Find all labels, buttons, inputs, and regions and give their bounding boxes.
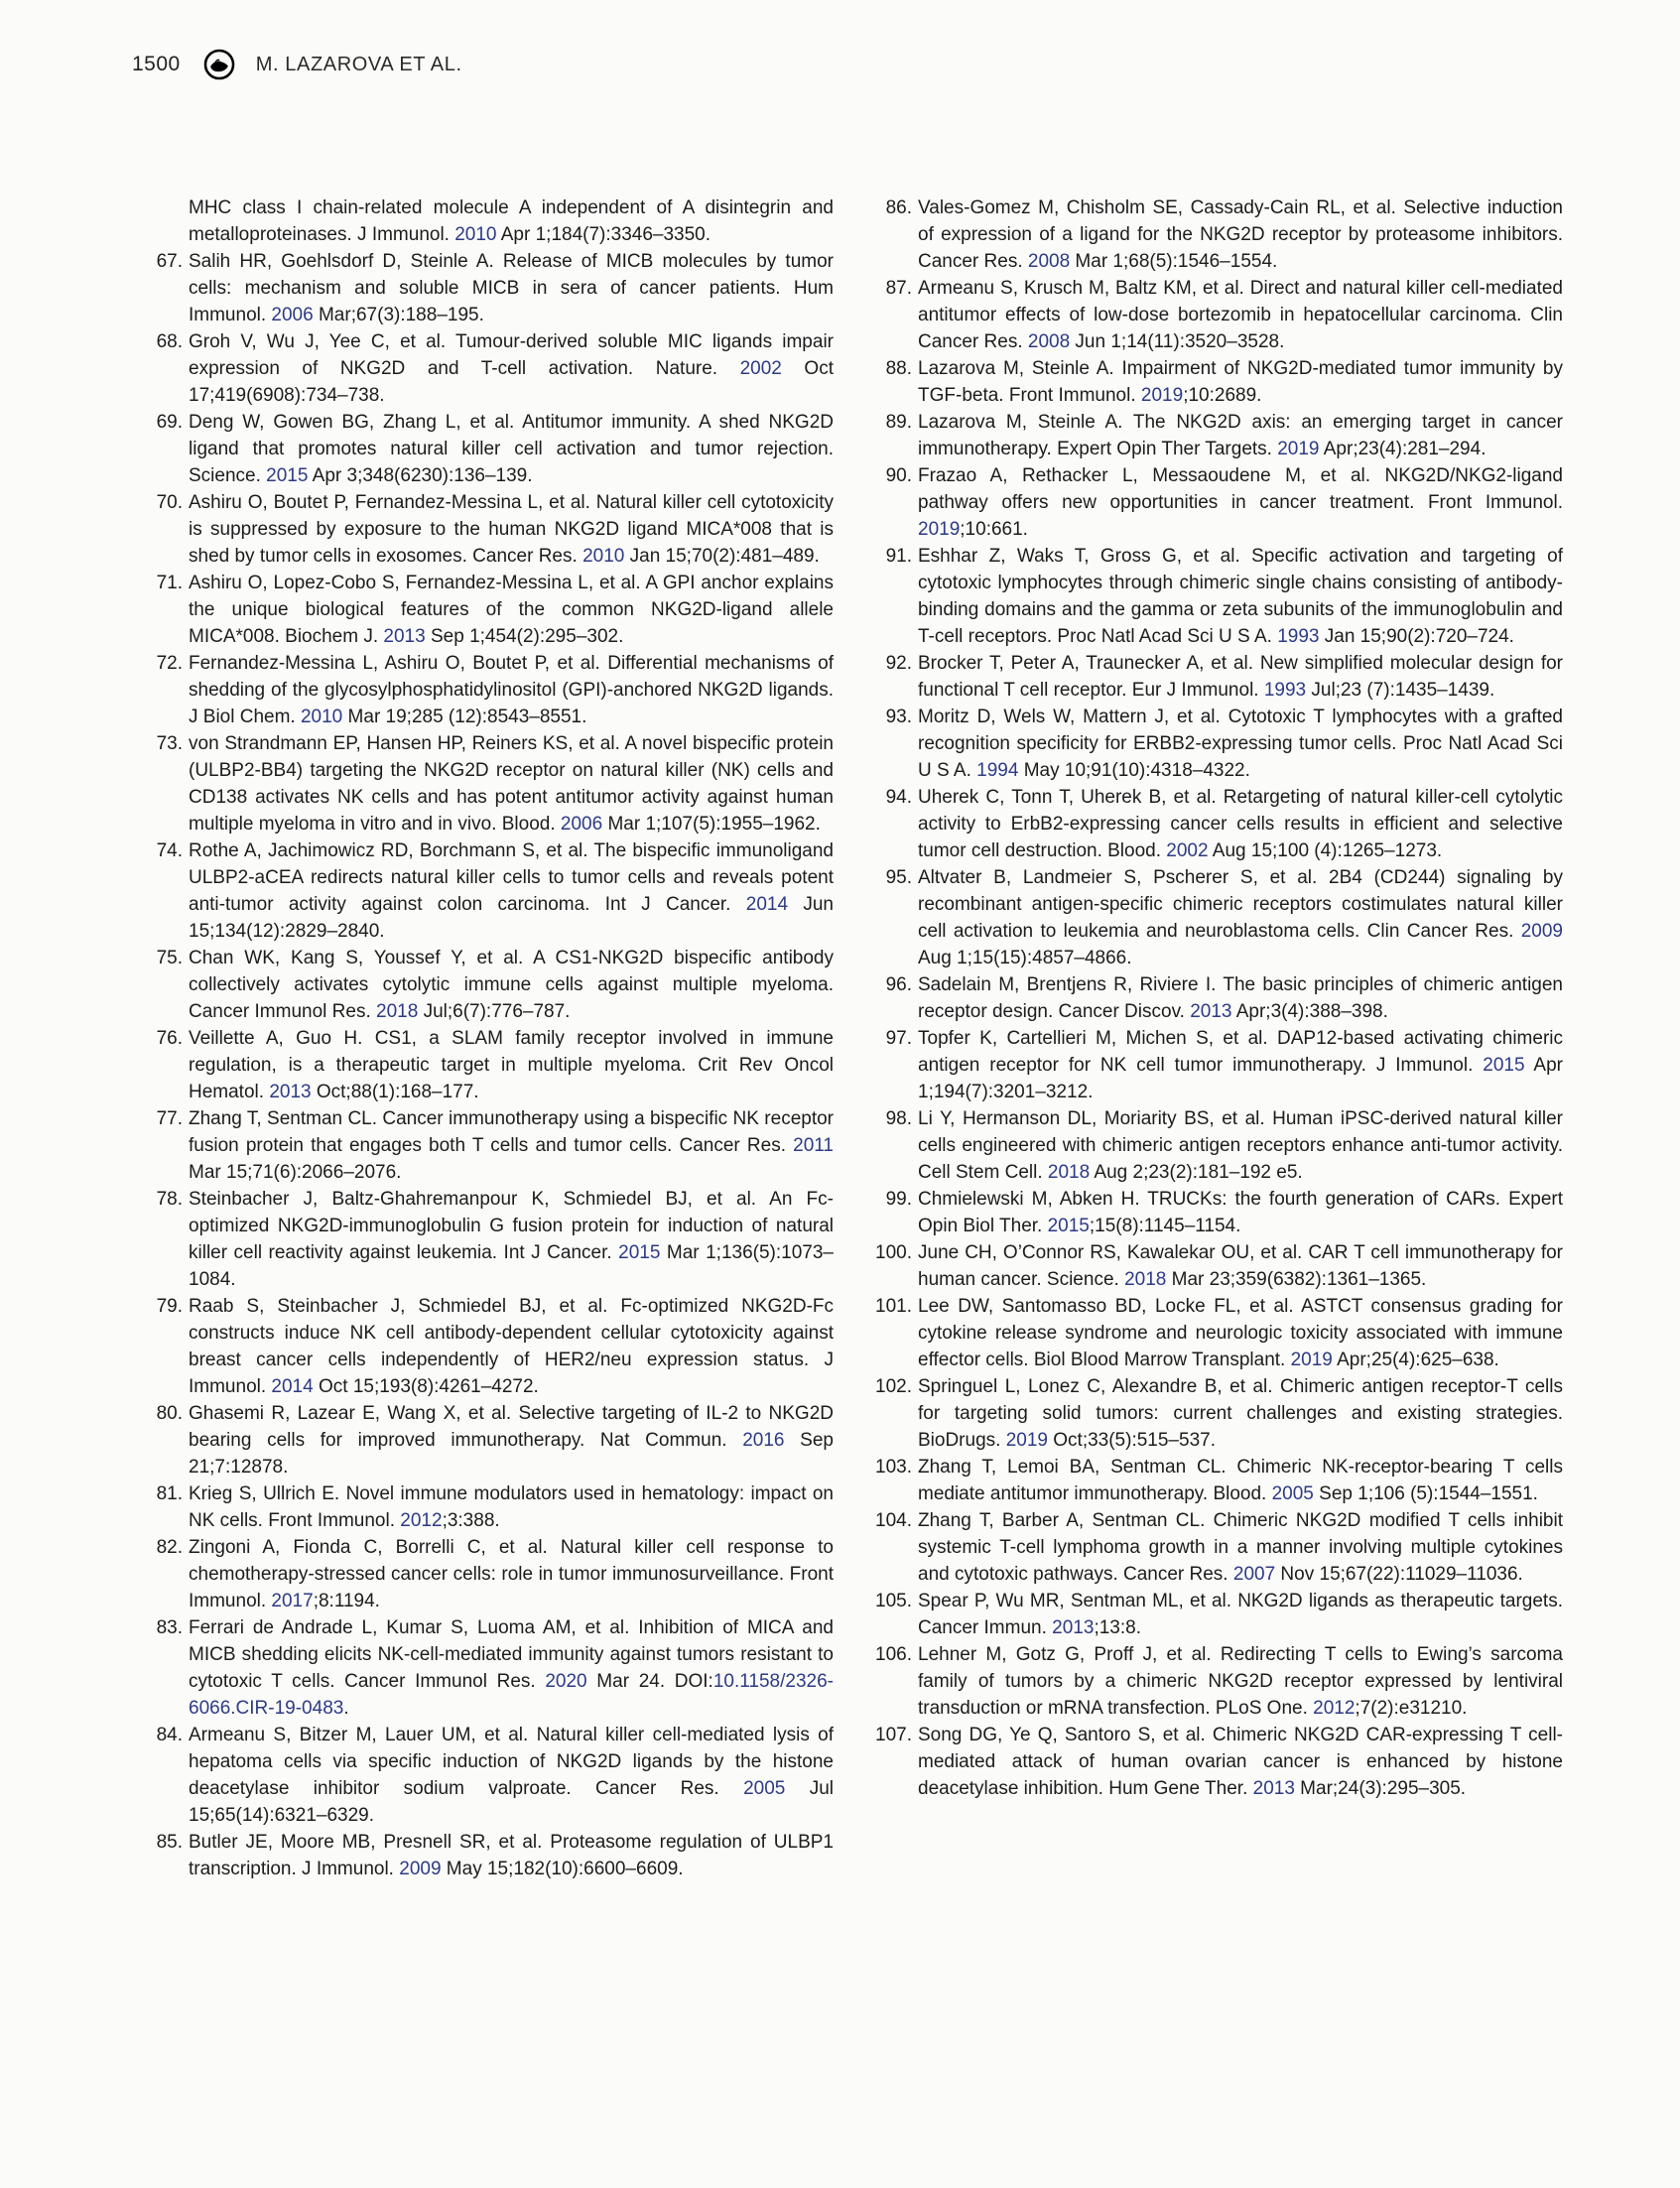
citation-link[interactable]: 2018 bbox=[1047, 1162, 1091, 1183]
citation-link[interactable]: 1993 bbox=[1277, 626, 1320, 647]
reference-item bbox=[885, 194, 1563, 275]
reference-text: Apr;25(4):625–638. bbox=[1332, 1350, 1499, 1370]
reference-item bbox=[885, 355, 1563, 409]
reference-item bbox=[156, 1614, 834, 1722]
reference-text: Topfer K, Cartellieri M, Michen S, et al. DAP12-based activating chimeric antigen receptor for NK cell tumor immunotherapy. J Immunol. bbox=[918, 1028, 1563, 1076]
reference-item bbox=[885, 1186, 1563, 1239]
citation-link[interactable]: 2013 bbox=[383, 626, 426, 647]
reference-number: 74. bbox=[156, 840, 183, 861]
reference-number: 98. bbox=[885, 1108, 912, 1129]
reference-text: Lazarova M, Steinle A. The NKG2D axis: an emerging target in cancer immunotherapy. Expert Opin Ther Targets. bbox=[918, 412, 1563, 459]
reference-text: Armeanu S, Krusch M, Baltz KM, et al. Direct and natural killer cell-mediated antitumor effects of low-dose bortezomib in hepatocellular carcinoma. Clin Cancer Res. bbox=[918, 278, 1563, 352]
reference-number: 97. bbox=[885, 1028, 912, 1049]
reference-number: 95. bbox=[885, 867, 912, 888]
reference-text: Brocker T, Peter A, Traunecker A, et al. New simplified molecular design for functional T cell receptor. Eur J Immunol. bbox=[918, 653, 1563, 701]
reference-item bbox=[156, 1105, 834, 1186]
citation-link[interactable]: 2019 bbox=[1005, 1430, 1048, 1451]
reference-item bbox=[885, 704, 1563, 784]
citation-link[interactable]: 2006 bbox=[560, 814, 603, 835]
reference-item bbox=[156, 328, 834, 409]
reference-item bbox=[156, 570, 834, 650]
reference-text: Mar 24. DOI: bbox=[586, 1671, 713, 1692]
page-number: 1500 bbox=[132, 53, 181, 75]
reference-text: Steinbacher J, Baltz-Ghahremanpour K, Schmiedel BJ, et al. An Fc-optimized NKG2D-immunoglobulin G fusion protein for induction of natural killer cell reactivity against leukemia. Int J Cancer. bbox=[189, 1189, 834, 1263]
reference-text: Veillette A, Guo H. CS1, a SLAM family receptor involved in immune regulation, is a therapeutic target in multiple myeloma. Crit Rev Oncol Hematol. bbox=[189, 1028, 834, 1102]
reference-number: 105. bbox=[875, 1591, 912, 1611]
reference-text: Oct;33(5):515–537. bbox=[1047, 1430, 1216, 1451]
citation-link[interactable]: 2009 bbox=[1520, 921, 1563, 942]
reference-text: Chan WK, Kang S, Youssef Y, et al. A CS1-NKG2D bispecific antibody collectively activates cytolytic immune cells against multiple myeloma. Cancer Immunol Res. bbox=[189, 948, 834, 1022]
reference-number: 67. bbox=[156, 251, 183, 272]
citation-link[interactable]: 2014 bbox=[745, 894, 789, 915]
citation-link[interactable]: 2012 bbox=[400, 1510, 443, 1531]
citation-link[interactable]: 2015 bbox=[1047, 1216, 1090, 1236]
reference-number: 99. bbox=[885, 1189, 912, 1210]
reference-text: Zingoni A, Fionda C, Borrelli C, et al. Natural killer cell response to chemotherapy-stressed cancer cells: role in tumor immunosurveillance. Front Immunol. bbox=[189, 1537, 834, 1611]
reference-text: ;7(2):e31210. bbox=[1355, 1698, 1468, 1719]
reference-text: Frazao A, Rethacker L, Messaoudene M, et al. NKG2D/NKG2-ligand pathway offers new opportunities in cancer treatment. Front Immunol. bbox=[918, 465, 1563, 513]
reference-text: Sadelain M, Brentjens R, Riviere I. The basic principles of chimeric antigen receptor design. Cancer Discov. bbox=[918, 974, 1563, 1022]
reference-text: Zhang T, Barber A, Sentman CL. Chimeric NKG2D modified T cells inhibit systemic T-cell lymphoma growth in a manner involving multiple cytokines and cytotoxic pathways. Cancer Res. bbox=[918, 1510, 1563, 1585]
reference-number: 73. bbox=[156, 733, 183, 754]
reference-text: Sep 21;7:12878. bbox=[189, 1430, 834, 1478]
reference-item bbox=[156, 945, 834, 1025]
citation-link[interactable]: 2015 bbox=[618, 1242, 661, 1263]
reference-item bbox=[156, 248, 834, 328]
reference-text: Oct 17;419(6908):734–738. bbox=[189, 358, 834, 406]
reference-text: Raab S, Steinbacher J, Schmiedel BJ, et al. Fc-optimized NKG2D-Fc constructs induce NK cell antibody-dependent cellular cytotoxicity against breast cancer cells independently of HER2/neu expression status. J Immunol. bbox=[189, 1296, 834, 1397]
reference-text: . bbox=[343, 1698, 349, 1719]
reference-number: 68. bbox=[156, 331, 183, 352]
reference-text: ;10:2689. bbox=[1183, 385, 1262, 406]
reference-text: Armeanu S, Bitzer M, Lauer UM, et al. Natural killer cell-mediated lysis of hepatoma cells via specific induction of NKG2D ligands by the histone deacetylase inhibitor sodium valproate. Cancer Res. bbox=[189, 1725, 834, 1799]
reference-text: Aug 2;23(2):181–192 e5. bbox=[1090, 1162, 1303, 1183]
citation-link[interactable]: 2002 bbox=[739, 358, 782, 379]
reference-number: 94. bbox=[885, 787, 912, 808]
reference-text: Mar 23;359(6382):1361–1365. bbox=[1166, 1269, 1427, 1290]
reference-text: Springuel L, Lonez C, Alexandre B, et al. Chimeric antigen receptor-T cells for targeting solid tumors: current challenges and existing strategies. BioDrugs. bbox=[918, 1376, 1563, 1451]
reference-text: Fernandez-Messina L, Ashiru O, Boutet P, et al. Differential mechanisms of shedding of the glycosylphosphatidylinositol (GPI)-anchored NKG2D ligands. J Biol Chem. bbox=[189, 653, 834, 727]
reference-item bbox=[875, 1588, 1563, 1641]
citation-link[interactable]: 2009 bbox=[399, 1859, 442, 1879]
reference-text: Eshhar Z, Waks T, Gross G, et al. Specific activation and targeting of cytotoxic lymphocytes through chimeric single chains consisting of antibody-binding domains and the gamma or zeta subunits of the immunoglobulin and T-cell receptors. Proc Natl Acad Sci U S A. bbox=[918, 546, 1563, 647]
reference-text: Mar 15;71(6):2066–2076. bbox=[189, 1162, 402, 1183]
citation-link[interactable]: 1993 bbox=[1263, 680, 1307, 701]
reference-number: 101. bbox=[875, 1296, 912, 1317]
reference-number: 81. bbox=[156, 1483, 183, 1504]
reference-text: Ghasemi R, Lazear E, Wang X, et al. Selective targeting of IL-2 to NKG2D bearing cells for improved immunotherapy. Nat Commun. bbox=[189, 1403, 834, 1451]
reference-text: Jul;6(7):776–787. bbox=[418, 1001, 571, 1022]
citation-link[interactable]: 2005 bbox=[743, 1778, 786, 1799]
references-column-left bbox=[156, 194, 834, 1882]
reference-text: Mar;67(3):188–195. bbox=[313, 305, 484, 325]
publisher-logo-icon bbox=[202, 48, 236, 81]
reference-text: ;8:1194. bbox=[313, 1591, 380, 1611]
reference-number: 76. bbox=[156, 1028, 183, 1049]
reference-text: Apr 3;348(6230):136–139. bbox=[308, 465, 533, 486]
citation-link[interactable]: 1994 bbox=[976, 760, 1019, 781]
reference-number: 72. bbox=[156, 653, 183, 674]
reference-text: Lazarova M, Steinle A. Impairment of NKG2D-mediated tumor immunity by TGF-beta. Front Immunol. bbox=[918, 358, 1563, 406]
reference-number: 75. bbox=[156, 948, 183, 968]
reference-item bbox=[885, 971, 1563, 1025]
reference-number: 77. bbox=[156, 1108, 183, 1129]
reference-number: 102. bbox=[875, 1376, 912, 1397]
reference-number: 78. bbox=[156, 1189, 183, 1210]
reference-item bbox=[885, 462, 1563, 543]
reference-item bbox=[885, 409, 1563, 462]
citation-link[interactable]: 2015 bbox=[1483, 1055, 1525, 1076]
reference-item bbox=[885, 1025, 1563, 1105]
citation-link[interactable]: 2007 bbox=[1232, 1564, 1276, 1585]
citation-link[interactable]: 2008 bbox=[1027, 251, 1071, 272]
reference-text: Moritz D, Wels W, Mattern J, et al. Cytotoxic T lymphocytes with a grafted recognition specificity for ERBB2-expressing tumor cells. Proc Natl Acad Sci U S A. bbox=[918, 707, 1563, 781]
reference-number: 89. bbox=[885, 412, 912, 433]
reference-text: Lee DW, Santomasso BD, Locke FL, et al. ASTCT consensus grading for cytokine release syndrome and neurologic toxicity associated with immune effector cells. Biol Blood Marrow Transplant. bbox=[918, 1296, 1563, 1370]
reference-number: 79. bbox=[156, 1296, 183, 1317]
reference-text: Krieg S, Ullrich E. Novel immune modulators used in hematology: impact on NK cells. Front Immunol. bbox=[189, 1483, 834, 1531]
reference-number: 85. bbox=[156, 1832, 183, 1853]
reference-item bbox=[875, 1641, 1563, 1722]
reference-number: 100. bbox=[875, 1242, 912, 1263]
reference-item bbox=[885, 543, 1563, 650]
reference-item bbox=[885, 275, 1563, 355]
citation-link[interactable]: 2005 bbox=[1271, 1483, 1314, 1504]
citation-link[interactable]: 2018 bbox=[1124, 1269, 1167, 1290]
citation-link[interactable]: 10.1158/2326-6066.CIR-19-0483 bbox=[189, 1671, 834, 1719]
reference-number: 96. bbox=[885, 974, 912, 995]
citation-link[interactable]: 2006 bbox=[271, 305, 314, 325]
reference-text: Apr 1;184(7):3346–3350. bbox=[496, 224, 711, 245]
reference-text: Jun 1;14(11):3520–3528. bbox=[1070, 331, 1285, 352]
reference-number: 93. bbox=[885, 707, 912, 727]
reference-text: Zhang T, Lemoi BA, Sentman CL. Chimeric NK-receptor-bearing T cells mediate antitumor immunotherapy. Blood. bbox=[918, 1457, 1563, 1504]
reference-text: Aug 15;100 (4):1265–1273. bbox=[1208, 840, 1443, 861]
reference-text: Sep 1;454(2):295–302. bbox=[425, 626, 624, 647]
reference-text: Oct 15;193(8):4261–4272. bbox=[313, 1376, 539, 1397]
reference-number: 107. bbox=[875, 1725, 912, 1745]
reference-text: Deng W, Gowen BG, Zhang L, et al. Antitumor immunity. A shed NKG2D ligand that promotes natural killer cell activation and tumor rejection. Science. bbox=[189, 412, 834, 486]
reference-text: May 10;91(10):4318–4322. bbox=[1018, 760, 1250, 781]
citation-link[interactable]: 2013 bbox=[1052, 1617, 1095, 1638]
reference-text: Zhang T, Sentman CL. Cancer immunotherapy using a bispecific NK receptor fusion protein that engages both T cells and tumor cells. Cancer Res. bbox=[189, 1108, 834, 1156]
citation-link[interactable]: 2019 bbox=[918, 519, 961, 540]
running-authors: M. LAZAROVA ET AL. bbox=[255, 53, 462, 75]
citation-link[interactable]: 2019 bbox=[1140, 385, 1184, 406]
reference-text: Apr 1;194(7):3201–3212. bbox=[918, 1055, 1563, 1102]
citation-link[interactable]: 2002 bbox=[1166, 840, 1209, 861]
reference-number: 106. bbox=[875, 1644, 912, 1665]
citation-link[interactable]: 2014 bbox=[271, 1376, 314, 1397]
references-column-right bbox=[875, 194, 1563, 1802]
reference-text: Li Y, Hermanson DL, Moriarity BS, et al. Human iPSC-derived natural killer cells engineered with chimeric antigen receptors enhance anti-tumor activity. Cell Stem Cell. bbox=[918, 1108, 1563, 1183]
reference-text: Nov 15;67(22):11029–11036. bbox=[1275, 1564, 1523, 1585]
reference-continuation bbox=[159, 194, 834, 248]
reference-text: Jul 15;65(14):6321–6329. bbox=[189, 1778, 834, 1826]
reference-text: Mar 1;68(5):1546–1554. bbox=[1070, 251, 1278, 272]
reference-item bbox=[156, 489, 834, 570]
reference-text: Jun 15;134(12):2829–2840. bbox=[189, 894, 834, 942]
citation-link[interactable]: 2008 bbox=[1027, 331, 1071, 352]
reference-text: Ashiru O, Lopez-Cobo S, Fernandez-Messina L, et al. A GPI anchor explains the unique biological features of the common NKG2D-ligand allele MICA*008. Biochem J. bbox=[189, 573, 834, 647]
citation-link[interactable]: 2019 bbox=[1290, 1350, 1333, 1370]
reference-text: Groh V, Wu J, Yee C, et al. Tumour-derived soluble MIC ligands impair expression of NKG2D and T-cell activation. Nature. bbox=[189, 331, 834, 379]
reference-text: Ashiru O, Boutet P, Fernandez-Messina L, et al. Natural killer cell cytotoxicity is suppressed by exposure to the human NKG2D ligand MICA*008 that is shed by tumor cells in exosomes. Cancer Res. bbox=[189, 492, 834, 567]
citation-link[interactable]: 2013 bbox=[269, 1082, 312, 1102]
reference-text: Song DG, Ye Q, Santoro S, et al. Chimeric NKG2D CAR-expressing T cell-mediated attack of human ovarian cancer is enhanced by histone deacetylase inhibition. Hum Gene Ther. bbox=[918, 1725, 1563, 1799]
reference-text: MHC class I chain-related molecule A independent of A disintegrin and metalloproteinases. J Immunol. bbox=[189, 197, 834, 245]
reference-text: Spear P, Wu MR, Sentman ML, et al. NKG2D ligands as therapeutic targets. Cancer Immun. bbox=[918, 1591, 1563, 1638]
reference-text: Uherek C, Tonn T, Uherek B, et al. Retargeting of natural killer-cell cytolytic activity to ErbB2-expressing cancer cells results in efficient and selective tumor cell destruction. Blood. bbox=[918, 787, 1563, 861]
reference-number: 86. bbox=[885, 197, 912, 218]
reference-number: 70. bbox=[156, 492, 183, 513]
reference-item bbox=[875, 1239, 1563, 1293]
reference-text: Mar;24(3):295–305. bbox=[1294, 1778, 1467, 1799]
reference-number: 91. bbox=[885, 546, 912, 567]
reference-text: Mar 19;285 (12):8543–8551. bbox=[342, 707, 587, 727]
reference-item bbox=[875, 1454, 1563, 1507]
reference-text: Apr;3(4):388–398. bbox=[1231, 1001, 1388, 1022]
reference-text: Chmielewski M, Abken H. TRUCKs: the fourth generation of CARs. Expert Opin Biol Ther. bbox=[918, 1189, 1563, 1236]
reference-item bbox=[885, 650, 1563, 704]
reference-item bbox=[885, 784, 1563, 864]
reference-item bbox=[875, 1507, 1563, 1588]
citation-link[interactable]: 2010 bbox=[300, 707, 343, 727]
reference-item bbox=[885, 1105, 1563, 1186]
reference-text: ;3:388. bbox=[442, 1510, 500, 1531]
reference-text: Apr;23(4):281–294. bbox=[1319, 439, 1486, 459]
reference-text: Aug 1;15(15):4857–4866. bbox=[918, 948, 1132, 968]
reference-text: Butler JE, Moore MB, Presnell SR, et al. Proteasome regulation of ULBP1 transcription. J Immunol. bbox=[189, 1832, 834, 1879]
reference-item bbox=[156, 1186, 834, 1293]
reference-text: Ferrari de Andrade L, Kumar S, Luoma AM, et al. Inhibition of MICA and MICB shedding elicits NK-cell-mediated immunity against tumors resistant to cytotoxic T cells. Cancer Immunol Res. bbox=[189, 1617, 834, 1692]
citation-link[interactable]: 2010 bbox=[454, 224, 497, 245]
citation-link[interactable]: 2013 bbox=[1252, 1778, 1295, 1799]
reference-item bbox=[156, 1534, 834, 1614]
reference-item bbox=[885, 864, 1563, 971]
reference-text: ;10:661. bbox=[960, 519, 1028, 540]
reference-number: 104. bbox=[875, 1510, 912, 1531]
reference-number: 103. bbox=[875, 1457, 912, 1478]
reference-item bbox=[875, 1293, 1563, 1373]
citation-link[interactable]: 2011 bbox=[793, 1135, 834, 1156]
reference-item bbox=[875, 1373, 1563, 1454]
reference-item bbox=[156, 1293, 834, 1400]
reference-number: 71. bbox=[156, 573, 183, 593]
reference-number: 92. bbox=[885, 653, 912, 674]
reference-text: Jan 15;70(2):481–489. bbox=[624, 546, 820, 567]
reference-text: Altvater B, Landmeier S, Pscherer S, et al. 2B4 (CD244) signaling by recombinant antigen-specific chimeric receptors costimulates natural killer cell activation to leukemia and neuroblastoma cells. Clin Cancer Res. bbox=[918, 867, 1563, 942]
reference-item bbox=[156, 837, 834, 945]
reference-number: 90. bbox=[885, 465, 912, 486]
reference-text: Mar 1;136(5):1073–1084. bbox=[189, 1242, 834, 1290]
reference-number: 82. bbox=[156, 1537, 183, 1558]
reference-text: ;15(8):1145–1154. bbox=[1089, 1216, 1241, 1236]
reference-text: von Strandmann EP, Hansen HP, Reiners KS, et al. A novel bispecific protein (ULBP2-BB4) targeting the NKG2D receptor on natural killer (NK) cells and CD138 activates NK cells and has potent antitumor activity against human multiple myeloma in vitro and in vivo. Blood. bbox=[189, 733, 834, 835]
reference-item bbox=[875, 1722, 1563, 1802]
reference-text: Salih HR, Goehlsdorf D, Steinle A. Release of MICB molecules by tumor cells: mechanism and soluble MICB in sera of cancer patients. Hum Immunol. bbox=[189, 251, 834, 325]
reference-number: 84. bbox=[156, 1725, 183, 1745]
reference-number: 88. bbox=[885, 358, 912, 379]
reference-text: ;13:8. bbox=[1094, 1617, 1141, 1638]
reference-item bbox=[156, 1025, 834, 1105]
citation-link[interactable]: 2015 bbox=[266, 465, 309, 486]
reference-text: May 15;182(10):6600–6609. bbox=[441, 1859, 684, 1879]
citation-link[interactable]: 2013 bbox=[1190, 1001, 1232, 1022]
citation-link[interactable]: 2018 bbox=[376, 1001, 419, 1022]
citation-link[interactable]: 2019 bbox=[1277, 439, 1320, 459]
citation-link[interactable]: 2016 bbox=[742, 1430, 785, 1451]
reference-text: Jul;23 (7):1435–1439. bbox=[1306, 680, 1495, 701]
reference-text: Sep 1;106 (5):1544–1551. bbox=[1313, 1483, 1538, 1504]
reference-item bbox=[156, 1400, 834, 1480]
reference-text: Lehner M, Gotz G, Proff J, et al. Redirecting T cells to Ewing’s sarcoma family of tumors by a chimeric NKG2D receptor expressed by lentiviral transduction or mRNA transfection. PLoS One. bbox=[918, 1644, 1563, 1719]
reference-item bbox=[156, 1480, 834, 1534]
reference-text: Rothe A, Jachimowicz RD, Borchmann S, et al. The bispecific immunoligand ULBP2-aCEA redirects natural killer cells to tumor cells and reveals potent anti-tumor activity against colon carcinoma. Int J Cancer. bbox=[189, 840, 834, 915]
running-header bbox=[132, 47, 462, 82]
citation-link[interactable]: 2010 bbox=[582, 546, 625, 567]
reference-item bbox=[156, 1829, 834, 1882]
reference-text: Vales-Gomez M, Chisholm SE, Cassady-Cain RL, et al. Selective induction of expression of a ligand for the NKG2D receptor by proteasome inhibitors. Cancer Res. bbox=[918, 197, 1563, 272]
reference-number: 87. bbox=[885, 278, 912, 299]
reference-text: June CH, O’Connor RS, Kawalekar OU, et al. CAR T cell immunotherapy for human cancer. Science. bbox=[918, 1242, 1563, 1290]
reference-item bbox=[156, 409, 834, 489]
reference-text: Jan 15;90(2):720–724. bbox=[1319, 626, 1514, 647]
citation-link[interactable]: 2017 bbox=[271, 1591, 314, 1611]
reference-item bbox=[156, 650, 834, 730]
citation-link[interactable]: 2012 bbox=[1313, 1698, 1356, 1719]
reference-item bbox=[156, 730, 834, 837]
reference-number: 80. bbox=[156, 1403, 183, 1424]
reference-number: 69. bbox=[156, 412, 183, 433]
reference-item bbox=[156, 1722, 834, 1829]
reference-text: Mar 1;107(5):1955–1962. bbox=[602, 814, 821, 835]
citation-link[interactable]: 2020 bbox=[545, 1671, 587, 1692]
reference-number: 83. bbox=[156, 1617, 183, 1638]
reference-text: Oct;88(1):168–177. bbox=[311, 1082, 479, 1102]
